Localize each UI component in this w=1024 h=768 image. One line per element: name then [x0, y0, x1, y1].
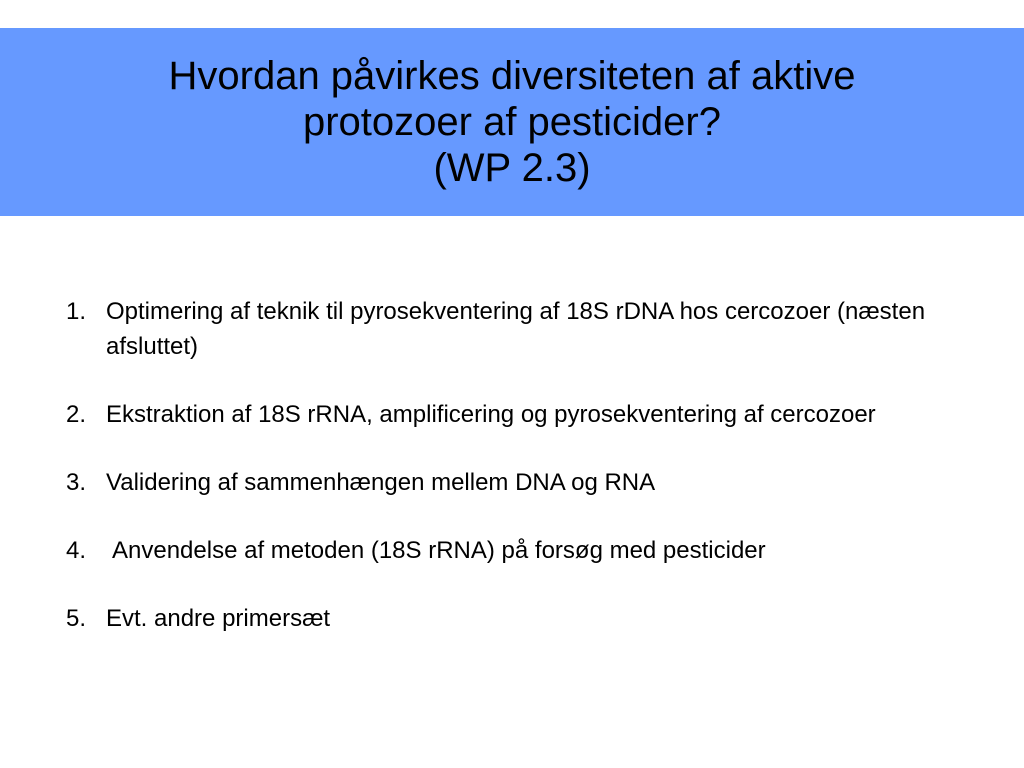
list-item-number: 3.: [66, 469, 87, 496]
list-item-text: Optimering af teknik til pyrosekventering af 18S rDNA hos cercozoer (næsten afsluttet): [106, 298, 926, 360]
list-item-text: Validering af sammenhængen mellem DNA og RNA: [106, 469, 656, 496]
list-item-text: Anvendelse af metoden (18S rRNA) på forsøg med pesticider: [112, 537, 766, 564]
numbered-list: [66, 294, 986, 669]
list-item: [66, 465, 986, 500]
title-line-1: Hvordan påvirkes diversiteten af aktive: [168, 54, 856, 98]
list-item-number: 1.: [66, 298, 87, 325]
list-item-text: Evt. andre primersæt: [106, 605, 331, 632]
slide-title: [169, 53, 856, 191]
list-item: [66, 397, 986, 432]
list-item: [66, 533, 986, 568]
list-item-number: 2.: [66, 401, 87, 428]
list-item-number: 4.: [66, 537, 87, 564]
list-item: [66, 294, 986, 364]
title-band: [0, 28, 1024, 216]
list-item-text: Ekstraktion af 18S rRNA, amplificering og pyrosekventering af cercozoer: [106, 401, 876, 428]
list-item: [66, 601, 986, 636]
list-item-number: 5.: [66, 605, 87, 632]
title-line-3: (WP 2.3): [433, 146, 591, 190]
title-line-2: protozoer af pesticider?: [302, 100, 721, 144]
